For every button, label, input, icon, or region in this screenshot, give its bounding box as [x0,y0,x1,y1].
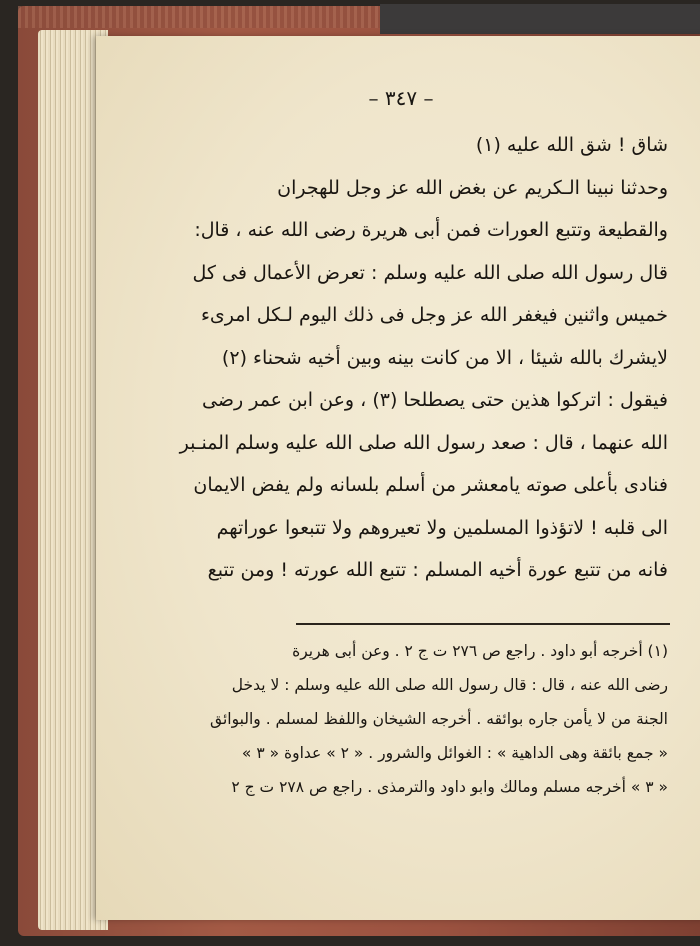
footnote-line: رضى الله عنه ، قال : قال رسول الله صلى الله عليه وسلم : لا يدخل [231,676,668,694]
page-number: – ٣٤٧ – [368,86,434,110]
footnote-line: الجنة من لا يأمن جاره بوائقه . أخرجه الشيخان واللفظ لمسلم . والبوائق [210,710,668,728]
main-text [148,124,668,592]
text-line: شاق ! شق الله عليه (١) [475,134,668,156]
book-page [96,36,700,920]
text-line: لايشرك بالله شيئا ، الا من كانت بينه وبين أخيه شحناء (٢) [221,346,668,369]
footnote-line: « جمع بائقة وهى الداهية » : الغوائل والشرور . « ٢ » عداوة « ٣ » [241,744,668,762]
text-line: فانه من تتبع عورة أخيه المسلم : تتبع الله عورته ! ومن تتبع [207,559,668,581]
text-line: الى قلبه ! لاتؤذوا المسلمين ولا تعيروهم ولا تتبعوا عوراتهم [216,516,668,539]
footnote-line: (١) أخرجه أبو داود . راجع ص ٢٧٦ ت ج ٢ . وعن أبى هريرة [292,642,668,660]
text-line: الله عنهما ، قال : صعد رسول الله صلى الله عليه وسلم المنـبر [179,431,668,454]
footnote-line: « ٣ » أخرجه مسلم ومالك وابو داود والترمذى . راجع ص ٢٧٨ ت ج ٢ [231,778,668,796]
text-line: والقطيعة وتتبع العورات فمن أبى هريرة رضى الله عنه ، قال: [194,219,668,241]
text-line: فنادى بأعلى صوته يامعشر من أسلم بلسانه ولم يفض الايمان [193,474,668,496]
footnote-divider [296,623,670,625]
footnotes [148,634,668,804]
text-line: قال رسول الله صلى الله عليه وسلم : تعرض الأعمال فى كل [192,261,668,284]
text-line: خميس واثنين فيغفر الله عز وجل فى ذلك اليوم لـكل امرىء [200,304,668,326]
background-surface [380,4,700,34]
text-line: فيقول : اتركوا هذين حتى يصطلحا (٣) ، وعن ابن عمر رضى [202,389,668,411]
text-line: وحدثنا نبينا الـكريم عن بغض الله عز وجل للهجران [277,176,668,199]
